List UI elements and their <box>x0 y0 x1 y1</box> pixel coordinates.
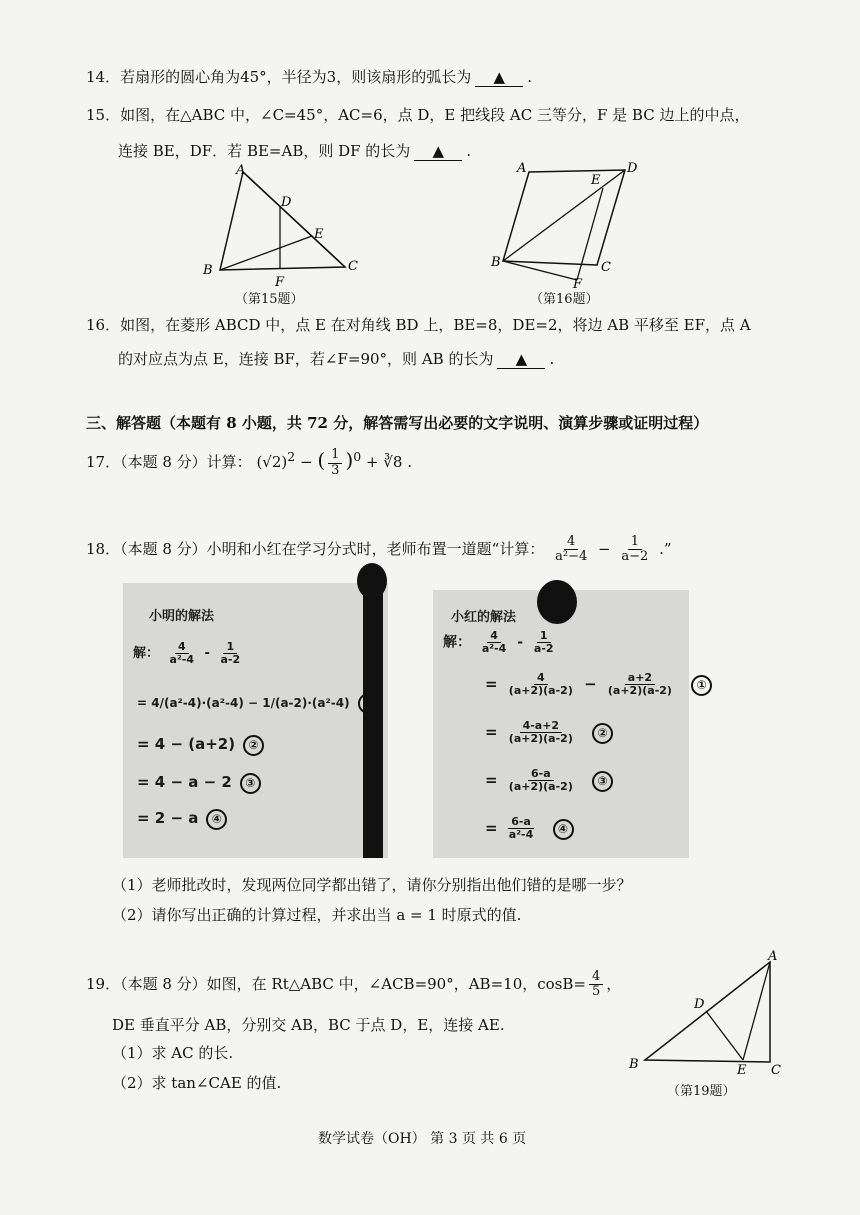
label-F: F <box>573 277 583 292</box>
label-D: D <box>627 161 638 176</box>
problem-line: 解： $\frac{4}{\text{a²-4}}$ - $\frac{1}{a-2}$ <box>443 629 554 656</box>
photo-title: 小红的解法 <box>451 610 517 625</box>
label-D: D <box>694 997 705 1012</box>
question-18: 18．（本题 8 分）小明和小红在学习分式时，老师布置一道题“计算： $\frac{4}{\text{a²−4}}$ − $\frac{1}{a-2}$ .” <box>86 534 672 565</box>
photo-title: 小明的解法 <box>149 609 215 624</box>
question-18-part1: （1）老师批改时，发现两位同学都出错了，请你分别指出他们错的是哪一步？ <box>112 876 632 894</box>
question-19-line2: DE 垂直平分 AB，分别交 AB，BC 于点 D，E，连接 AE. <box>112 1016 505 1034</box>
question-16-line2: 的对应点为点 E，连接 BF，若∠F=90°，则 AB 的长为 ▲ . <box>118 350 555 368</box>
xiaoming-solution-photo <box>123 583 388 858</box>
question-15-line1: 15．如图，在△ABC 中，∠C=45°，AC=6，点 D，E 把线段 AC 三等分，F 是 BC 边上的中点， <box>86 106 750 124</box>
step-4: = $\frac{6-a}{\text{a²-4}}$ ④ <box>485 816 574 841</box>
question-19-line1: 19．（本题 8 分）如图，在 Rt△ABC 中，∠ACB=90°，AB=10，cosB= $\frac{4}{5}$ ， <box>86 969 622 1000</box>
label-A: A <box>517 161 527 176</box>
label-E: E <box>314 227 324 242</box>
step-3: = $\frac{6-a}{(a+2)(a-2)}$ ③ <box>485 768 613 793</box>
problem-line: 解： $\frac{4}{\text{a²-4}}$ - $\frac{1}{a-2}$ <box>133 640 241 667</box>
magnet-shadow <box>363 583 383 858</box>
figure-16-caption: （第16题） <box>530 292 599 307</box>
section-title: 三、解答题（本题有 8 小题，共 72 分，解答需写出必要的文字说明、演算步骤或证明过程） <box>86 414 709 432</box>
label-E: E <box>737 1063 747 1078</box>
answer-blank: ▲ <box>475 68 523 87</box>
label-B: B <box>491 255 501 270</box>
figure-19-caption: （第19题） <box>667 1084 736 1099</box>
label-A: A <box>768 949 778 964</box>
question-15-line2: 连接 BE，DF．若 BE=AB，则 DF 的长为 ▲ . <box>118 142 472 160</box>
page-footer: 数学试卷（OH） 第 3 页 共 6 页 <box>318 1131 527 1147</box>
step-1: = $\frac{4}{(a+2)(a-2)}$ − $\frac{a+2}{(a+2)(a-2)}$ ① <box>485 672 712 697</box>
magnet-icon <box>537 580 577 624</box>
xiaohong-solution-photo <box>433 590 707 858</box>
question-19-part2: （2）求 tan∠CAE 的值. <box>112 1074 282 1092</box>
question-16-line1: 16．如图，在菱形 ABCD 中，点 E 在对角线 BD 上，BE=8，DE=2，将边 AB 平移至 EF，点 A <box>86 316 751 334</box>
label-E: E <box>591 173 601 188</box>
answer-blank: ▲ <box>414 142 462 161</box>
label-C: C <box>771 1063 781 1078</box>
question-19-part1: （1）求 AC 的长. <box>112 1044 234 1062</box>
label-C: C <box>601 260 611 275</box>
label-F: F <box>275 275 285 290</box>
step-2: = $\frac{4-a+2}{(a+2)(a-2)}$ ② <box>485 720 613 745</box>
question-18-part2: （2）请你写出正确的计算过程，并求出当 a = 1 时原式的值. <box>112 906 522 924</box>
label-D: D <box>281 195 292 210</box>
label-C: C <box>348 259 358 274</box>
fraction: $\frac{1}{3}$ <box>328 448 342 478</box>
step-4: = 2 − a ④ <box>137 809 227 830</box>
cos-fraction: $\frac{4}{5}$ <box>589 970 603 1000</box>
step-2: = 4 − (a+2) ② <box>137 735 264 756</box>
fraction-1: $\frac{4}{\text{a²−4}}$ <box>555 534 588 565</box>
question-14: 14．若扇形的圆心角为45°，半径为3，则该扇形的弧长为 ▲ . <box>86 68 533 86</box>
answer-blank: ▲ <box>497 350 545 369</box>
label-B: B <box>629 1057 639 1072</box>
figure-15-caption: （第15题） <box>235 292 304 307</box>
question-17: 17．（本题 8 分）计算： $(√2)^2$ − ( $\frac{1}{3}$ )$^0$ + ∛8 . <box>86 447 412 478</box>
figure-19 <box>625 950 790 1080</box>
figure-15 <box>195 160 370 290</box>
figure-16 <box>485 158 638 292</box>
label-B: B <box>203 263 213 278</box>
fraction-2: $\frac{1}{a-2}$ <box>621 534 649 565</box>
label-A: A <box>236 163 246 178</box>
step-3: = 4 − a − 2 ③ <box>137 773 261 794</box>
magnet-icon <box>357 563 387 599</box>
step-1: = 4/(a²-4)·(a²-4) − 1/(a-2)·(a²-4) <box>137 693 379 714</box>
